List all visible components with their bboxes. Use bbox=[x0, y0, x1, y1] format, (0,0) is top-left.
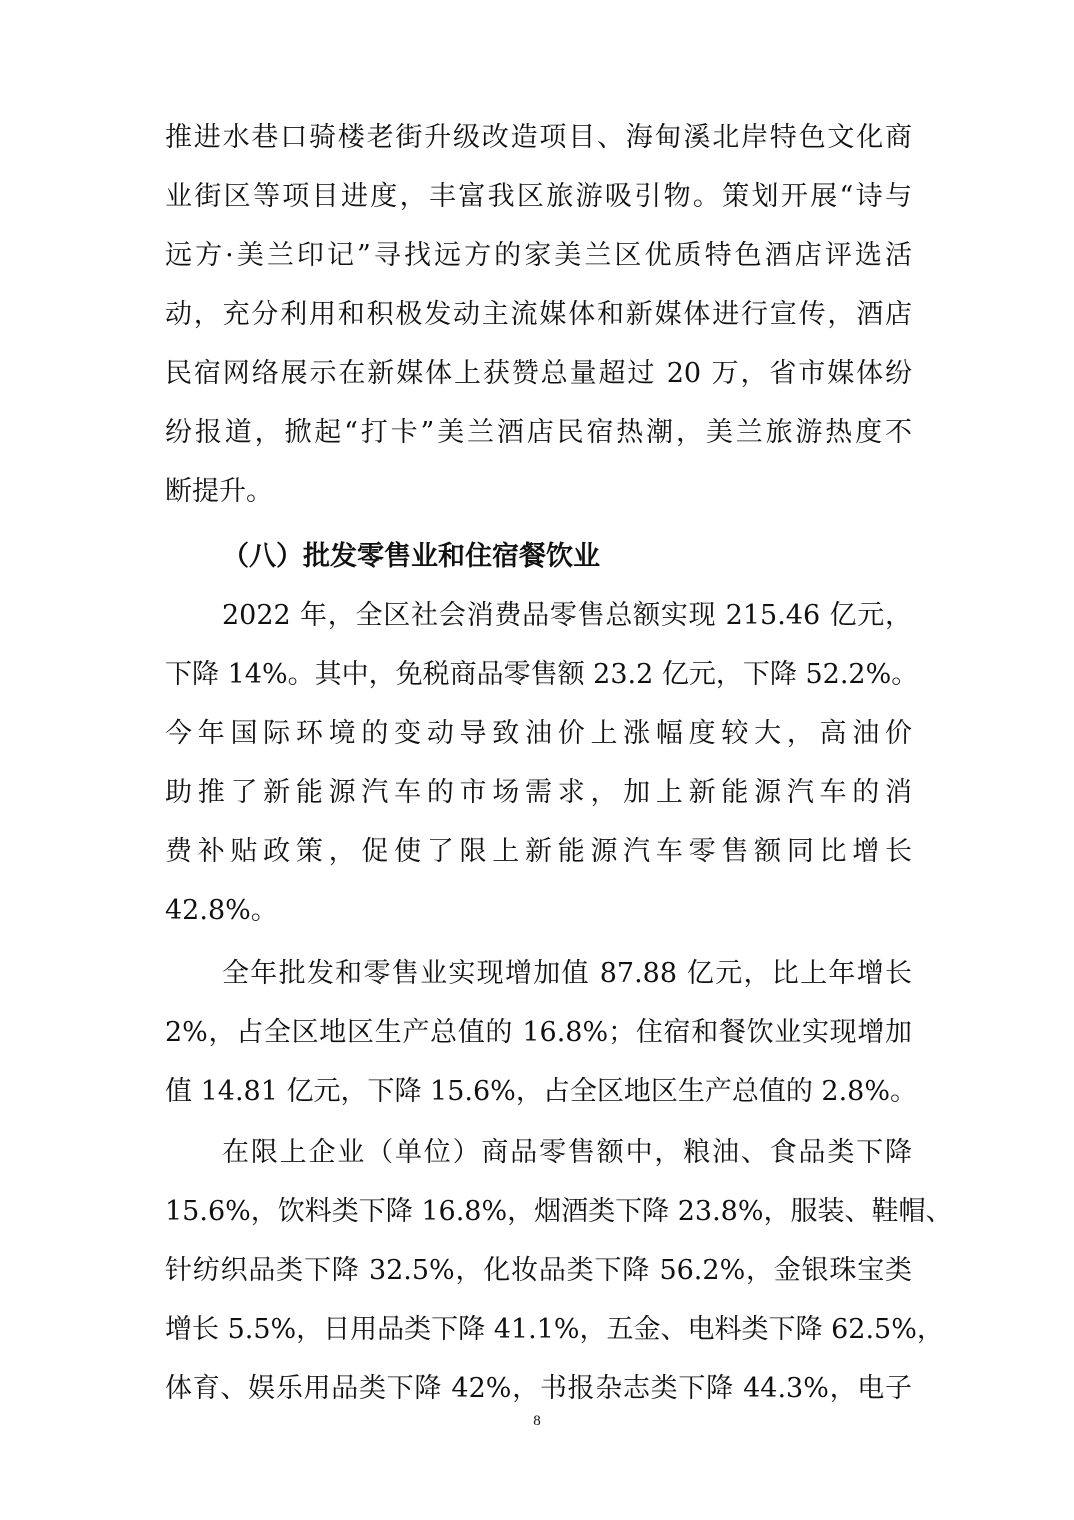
text-line: 纷报道，掀起“打卡”美兰酒店民宿热潮，美兰旅游热度不 bbox=[165, 417, 912, 448]
text-line: 15.6%，饮料类下降 16.8%，烟酒类下降 23.8%，服装、鞋帽、 bbox=[165, 1196, 953, 1227]
text-line: 体育、娱乐用品类下降 42%，书报杂志类下降 44.3%，电子 bbox=[165, 1373, 912, 1404]
text-line: 增长 5.5%，日用品类下降 41.1%，五金、电料类下降 62.5%， bbox=[165, 1314, 944, 1345]
text-line: 今年国际环境的变动导致油价上涨幅度较大，高油价 bbox=[165, 718, 912, 749]
section-heading: （八）批发零售业和住宿餐饮业 bbox=[222, 541, 600, 572]
text-line: 推进水巷口骑楼老街升级改造项目、海甸溪北岸特色文化商 bbox=[165, 122, 912, 153]
text-line: 民宿网络展示在新媒体上获赞总量超过 20 万，省市媒体纷 bbox=[165, 358, 912, 389]
text-line: 针纺织品类下降 32.5%，化妆品类下降 56.2%，金银珠宝类 bbox=[165, 1255, 912, 1286]
text-line: 费补贴政策，促使了限上新能源汽车零售额同比增长 bbox=[165, 836, 912, 867]
text-line: 业街区等项目进度，丰富我区旅游吸引物。策划开展“诗与 bbox=[165, 181, 912, 212]
text-line: 助推了新能源汽车的市场需求，加上新能源汽车的消 bbox=[165, 777, 912, 808]
text-line: 下降 14%。其中，免税商品零售额 23.2 亿元，下降 52.2%。 bbox=[165, 659, 919, 690]
text-line: 42.8%。 bbox=[165, 895, 278, 926]
text-line: 动，充分利用和积极发动主流媒体和新媒体进行宣传，酒店 bbox=[165, 299, 912, 330]
text-line: 2%，占全区地区生产总值的 16.8%；住宿和餐饮业实现增加 bbox=[165, 1017, 912, 1048]
page-number: 8 bbox=[533, 1413, 541, 1429]
text-line: 全年批发和零售业实现增加值 87.88 亿元，比上年增长 bbox=[222, 958, 912, 989]
text-line: 在限上企业（单位）商品零售额中，粮油、食品类下降 bbox=[222, 1137, 912, 1168]
text-line: 远方·美兰印记”寻找远方的家美兰区优质特色酒店评选活 bbox=[165, 240, 912, 271]
text-line: 值 14.81 亿元，下降 15.6%，占全区地区生产总值的 2.8%。 bbox=[165, 1076, 917, 1107]
text-line: 2022 年，全区社会消费品零售总额实现 215.46 亿元， bbox=[222, 600, 912, 631]
text-line: 断提升。 bbox=[165, 476, 273, 507]
